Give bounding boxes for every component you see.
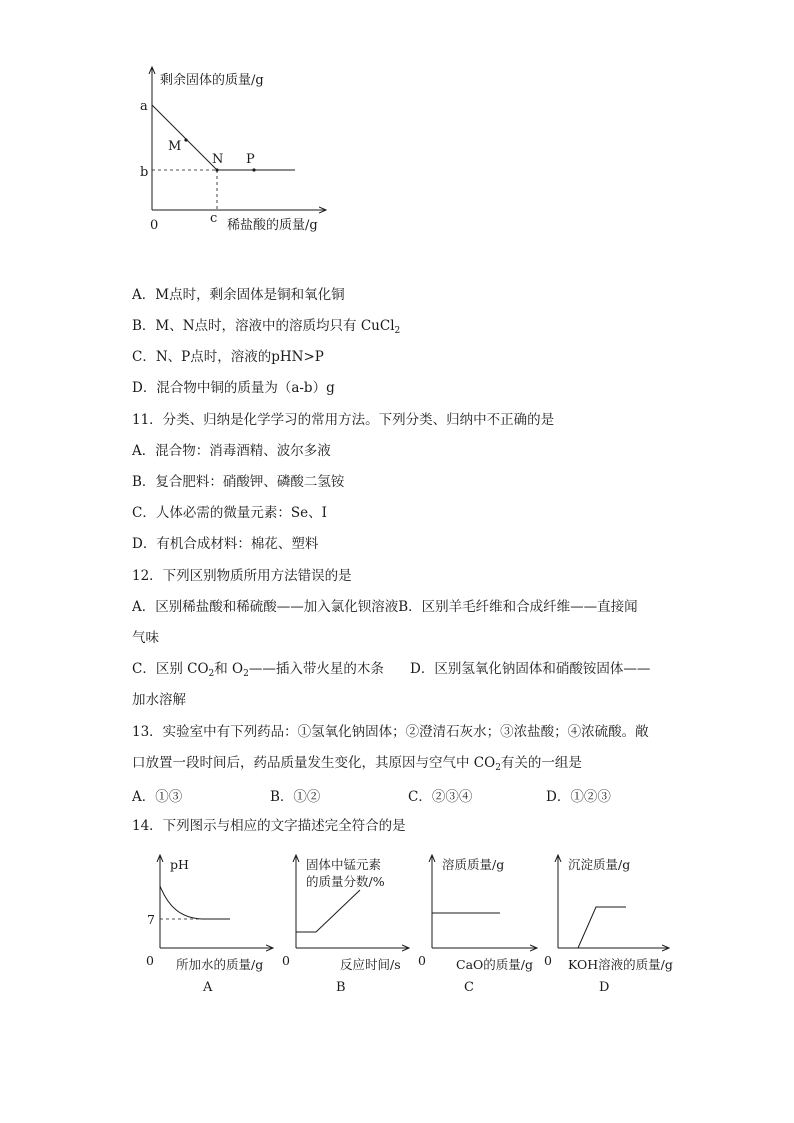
- label-n: N: [212, 152, 224, 167]
- origin-label: 0: [146, 953, 154, 968]
- ph-curve: [160, 886, 230, 919]
- q11-option-b: B．复合肥料：硝酸钾、磷酸二氢铵: [132, 474, 345, 490]
- graph-a: [140, 850, 280, 1000]
- q13-stem: 13．实验室中有下列药品：①氢氧化钠固体；②澄清石灰水；③浓盐酸；④浓硫酸。敞: [132, 724, 649, 740]
- y-axis-label: 剩余固体的质量/g: [160, 73, 264, 88]
- label-p: P: [246, 152, 255, 167]
- origin-label: 0: [544, 953, 552, 968]
- q11-option-a: A．混合物：消毒酒精、波尔多液: [132, 443, 331, 459]
- q14-stem: 14．下列图示与相应的文字描述完全符合的是: [132, 818, 406, 834]
- y-axis-label-line1: 固体中锰元素: [306, 857, 382, 872]
- q11-option-d: D．有机合成材料：棉花、塑料: [132, 536, 319, 552]
- point-p: [252, 168, 255, 171]
- mn-fraction-curve: [296, 890, 360, 932]
- caption-a: A: [203, 980, 213, 995]
- graph-d: [540, 850, 690, 1000]
- q13-option-a: A．①③: [132, 789, 183, 805]
- caption-b: B: [336, 980, 346, 995]
- q13-option-d: D．①②③: [546, 789, 611, 805]
- point-m: [184, 138, 187, 141]
- point-n: [215, 168, 218, 171]
- label-c: c: [210, 211, 218, 226]
- x-axis-label: 所加水的质量/g: [176, 957, 264, 972]
- q13-option-c: C．②③④: [408, 789, 473, 805]
- x-axis-label: 反应时间/s: [340, 957, 401, 972]
- q12-option-ab-cont: 气味: [132, 630, 159, 646]
- y-axis-label-line2: 的质量分数/%: [306, 874, 385, 889]
- x-axis-label: CaO的质量/g: [456, 957, 533, 972]
- graph-b: [278, 850, 418, 1000]
- q12-option-d-cont: 加水溶解: [132, 692, 186, 708]
- q12-option-d: D．区别氢氧化钠固体和硝酸铵固体——: [410, 661, 651, 677]
- q13-option-b: B．①②: [270, 789, 321, 805]
- mass-curve: [152, 105, 295, 170]
- origin-label: 0: [150, 218, 159, 233]
- q12-option-ab: A．区别稀盐酸和稀硫酸——加入氯化钡溶液B．区别羊毛纤维和合成纤维——直接闻: [132, 599, 638, 615]
- precipitate-curve: [578, 907, 626, 948]
- q10-option-c: C．N、P点时，溶液的pHN>P: [132, 349, 324, 365]
- caption-d: D: [599, 980, 610, 995]
- x-axis-label: 稀盐酸的质量/g: [227, 218, 318, 233]
- q10-option-d: D．混合物中铜的质量为（a-b）g: [132, 380, 335, 396]
- q12-stem: 12．下列区别物质所用方法错误的是: [132, 568, 352, 584]
- origin-label: 0: [418, 953, 426, 968]
- q13-stem-cont: 口放置一段时间后，药品质量发生变化，其原因与空气中 $CO_2$有关的一组是: [132, 755, 582, 773]
- q10-option-a: A．M点时，剩余固体是铜和氧化铜: [132, 287, 345, 303]
- caption-c: C: [464, 980, 474, 995]
- q12-option-c: C．区别 $CO_2$和 $O_2——$插入带火星的木条: [132, 661, 384, 679]
- q11-stem: 11．分类、归纳是化学学习的常用方法。下列分类、归纳中不正确的是: [132, 412, 555, 428]
- label-m: M: [168, 139, 182, 154]
- x-axis-label: KOH溶液的质量/g: [568, 957, 673, 972]
- q10-option-b: B．M、N点时，溶液中的溶质均只有 CuCl$_2$: [132, 318, 401, 336]
- tick-7: 7: [147, 912, 155, 927]
- label-a: a: [140, 99, 148, 114]
- y-axis-label: 溶质质量/g: [442, 857, 505, 872]
- graph-c: [414, 850, 544, 1000]
- y-axis-label: 沉淀质量/g: [568, 857, 631, 872]
- label-b: b: [140, 165, 149, 180]
- y-axis-label: pH: [170, 857, 189, 872]
- origin-label: 0: [282, 953, 290, 968]
- q11-option-c: C．人体必需的微量元素：Se、I: [132, 505, 327, 521]
- top-graph: [130, 60, 350, 240]
